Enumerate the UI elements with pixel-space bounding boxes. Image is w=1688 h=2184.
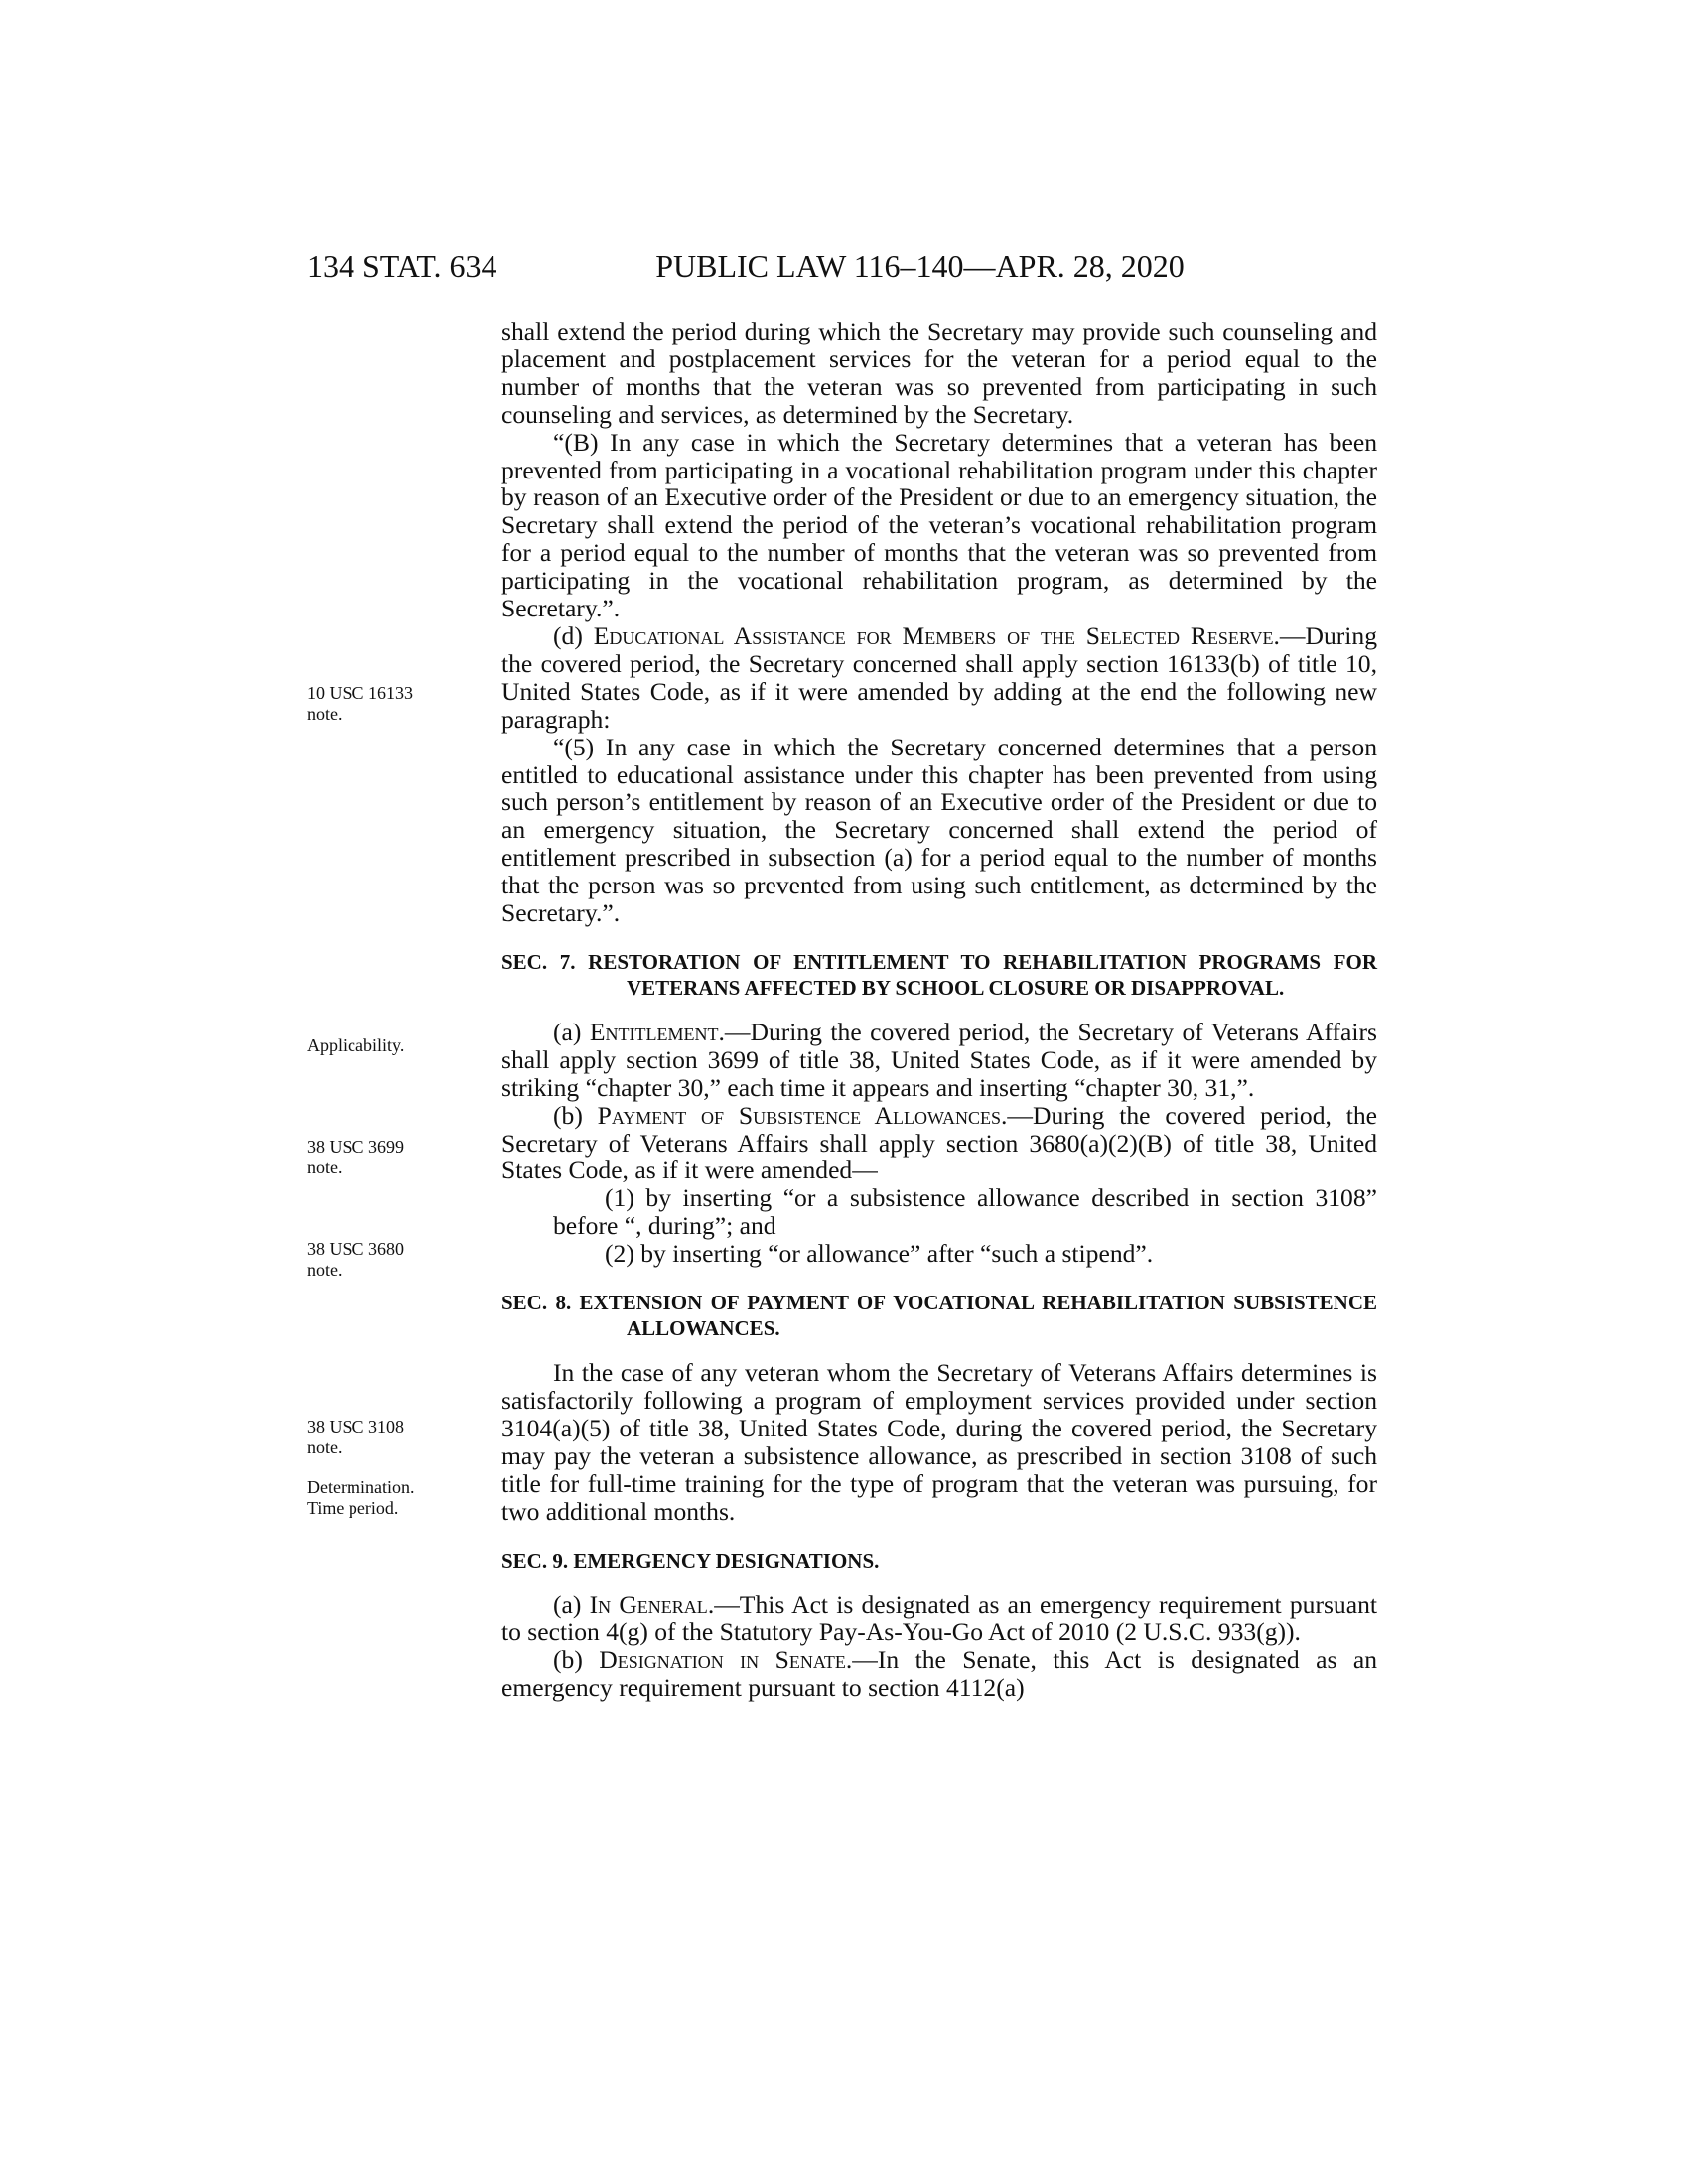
public-law-title: PUBLIC LAW 116–140—APR. 28, 2020 xyxy=(655,248,1185,284)
section-9-subsection-b: (b) Designation in Senate.—In the Senate, this Act is designated as an emergency requirement pursuant to section 4112(a) xyxy=(501,1645,1377,1703)
section-7-subsection-b-heading: Payment of Subsistence Allowances xyxy=(597,1100,1001,1130)
statute-body xyxy=(501,318,1377,1702)
section-9-heading: SEC. 9. EMERGENCY DESIGNATIONS. xyxy=(501,1548,880,1572)
section-9-subsection-a: (a) In General.—This Act is designated as an emergency requirement pursuant to section 4(g) of the Statutory Pay-As-You-Go Act of 2010 (2 U.S.C. 933(g)). xyxy=(501,1589,1377,1647)
subsection-d-heading: Educational Assistance for Members of the Selected Reserve xyxy=(593,620,1274,650)
section-7-paragraph-2: (2) by inserting “or allowance” after “such a stipend”. xyxy=(605,1239,1154,1269)
margin-note-38-usc-3108: 38 USC 3108 note. xyxy=(307,1417,405,1457)
section-7-subsection-a-heading: Entitlement xyxy=(589,1017,719,1046)
section-9-subsection-b-heading: Designation in Senate xyxy=(599,1645,846,1675)
section-7-subsection-a: (a) Entitlement.—During the covered period, the Secretary of Veterans Affairs shall apply section 3699 of title 38, United States Code, as if it were amended by striking “chapter 30,” each time it appears and inserting “chapter 30, 31,”. xyxy=(501,1017,1377,1102)
subsection-d: (d) Educational Assistance for Members of the Selected Reserve.—During the covered period, the Secretary concerned shall apply section 16133(b) of title 10, United States Code, as if it were amended by adding at the end the following new paragraph: xyxy=(501,620,1377,734)
page-header xyxy=(307,246,1374,286)
paragraph-5: “(5) In any case in which the Secretary concerned determines that a person entitled to educational assistance under this chapter has been prevented from using such person’s entitlement by reason of an Executive order of the President or due to an emergency situation, the Secretary concerned shall extend the period of entitlement prescribed in subsection (a) for a period equal to the number of months that the person was so prevented from using such entitlement, as determined by the Secretary.”. xyxy=(501,732,1377,928)
margin-note-determination: Determination. Time period. xyxy=(307,1477,415,1518)
margin-note-38-usc-3680: 38 USC 3680 note. xyxy=(307,1239,405,1280)
margin-note-10-usc-16133: 10 USC 16133 note. xyxy=(307,683,414,724)
paragraph-continuation: shall extend the period during which the Secretary may provide such counseling and placement and postplacement services for the veteran for a period equal to the number of months that the veteran was so prevented from participating in such counseling and services, as determined by the Secretary. xyxy=(501,317,1377,429)
section-7-paragraph-1: (1) by inserting “or a subsistence allowance described in section 3108” before “, during”; and xyxy=(553,1183,1377,1241)
paragraph-b: “(B) In any case in which the Secretary determines that a veteran has been prevented from participating in a vocational rehabilitation program under this chapter by reason of an Executive order of the President or due to an emergency situation, the Secretary shall extend the period of the veteran’s vocational rehabilitation program for a period equal to the number of months that the veteran was so prevented from participating in the vocational rehabilitation program, as determined by the Secretary.”. xyxy=(501,427,1377,623)
section-7-subsection-b: (b) Payment of Subsistence Allowances.—During the covered period, the Secretary of Veterans Affairs shall apply section 3680(a)(2)(B) of title 38, United States Code, as if it were amended— xyxy=(501,1100,1377,1185)
section-9-subsection-a-heading: In General xyxy=(589,1589,708,1619)
section-7-heading: SEC. 7. RESTORATION OF ENTITLEMENT TO REHABILITATION PROGRAMS FOR VETERANS AFFECTED BY SCHOOL CLOSURE OR DISAPPROVAL. xyxy=(501,949,1377,1000)
margin-note-applicability: Applicability. xyxy=(307,1035,405,1055)
statute-page-number: 134 STAT. 634 xyxy=(307,248,497,284)
section-8-text: In the case of any veteran whom the Secretary of Veterans Affairs determines is satisfactorily following a program of employment services provided under section 3104(a)(5) of title 38, United States Code, during the covered period, the Secretary may pay the veteran a subsistence allowance, as prescribed in section 3108 of such title for full-time training for the type of program that the veteran was pursuing, for two additional months. xyxy=(501,1358,1377,1526)
section-8-heading: SEC. 8. EXTENSION OF PAYMENT OF VOCATIONAL REHABILITATION SUBSISTENCE ALLOWANCES. xyxy=(501,1291,1377,1341)
margin-note-38-usc-3699: 38 USC 3699 note. xyxy=(307,1137,405,1177)
